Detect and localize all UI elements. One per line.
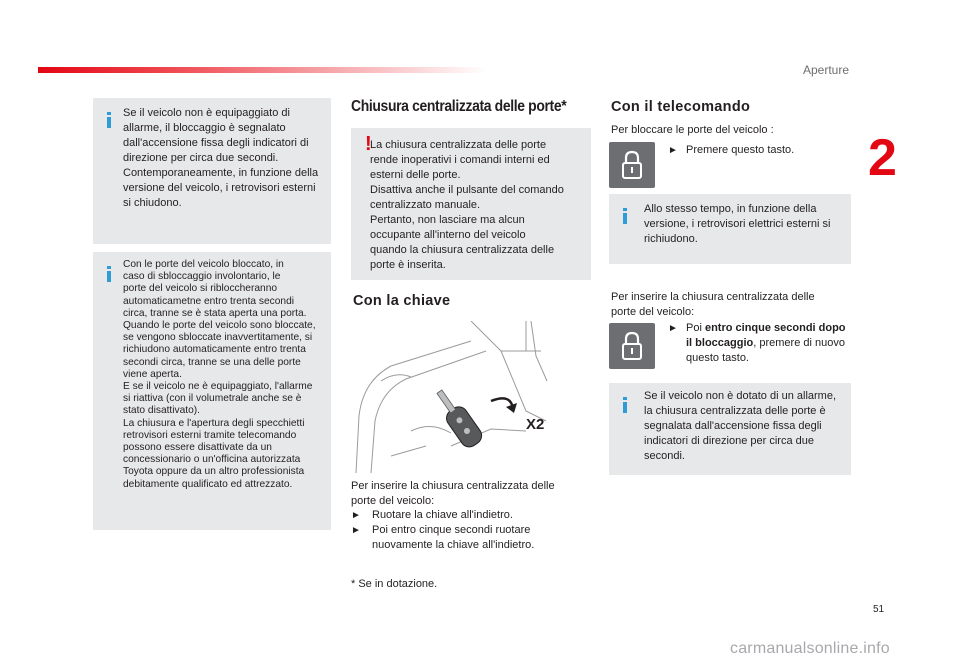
bullet-icon: ► [351, 510, 361, 521]
info-icon [623, 397, 627, 413]
page-number: 51 [873, 604, 885, 615]
remote-step-2: Poi entro cinque secondi dopo il bloccaggio, premere di nuovo questo tasto. [686, 322, 846, 364]
bullet-icon: ► [351, 525, 361, 536]
warning-icon: ! [365, 133, 372, 155]
key-intro: Per inserire la chiusura centralizzata delle porte del veicolo: [351, 480, 555, 507]
key-door-illustration [351, 321, 551, 473]
key-step-1: Ruotare la chiave all'indietro. [372, 509, 513, 521]
x2-label: X2 [526, 416, 545, 433]
info-text: Allo stesso tempo, in funzione della versione, i retrovisori elettrici esterni si richiudono. [644, 203, 831, 245]
info-text: Se il veicolo non è dotato di un allarme, la chiusura centralizzata delle porte è segnalata dall'accensione fissa degli indicatori di direzione per circa due secondi. [644, 390, 837, 462]
chapter-number: 2 [868, 129, 897, 187]
key-step-2: Poi entro cinque secondi ruotare nuovamente la chiave all'indietro. [372, 524, 535, 551]
info-box-no-alarm [609, 383, 851, 475]
heading-central-locking: Chiusura centralizzata delle porte* [351, 98, 567, 115]
bullet-icon: ► [668, 323, 678, 334]
remote-intro: Per bloccare le porte del veicolo : [611, 124, 774, 136]
header-accent-bar [38, 67, 488, 73]
watermark: carmanualsonline.info [730, 640, 890, 657]
info-icon [107, 266, 111, 282]
remote-intro-2: Per inserire la chiusura centralizzata delle porte del veicolo: [611, 291, 815, 318]
lock-button-icon [609, 142, 655, 188]
info-box-alarm-signal [93, 98, 331, 244]
info-box-mirrors [609, 194, 851, 264]
warning-box [351, 128, 591, 280]
section-title: Aperture [803, 63, 850, 77]
info-text: Se il veicolo non è equipaggiato di allarme, il bloccaggio è segnalato dall'accensione fissa degli indicatori di direzione per circa due secondi. Contemporaneamente, in funzione della versione del veicolo, i retrovisori esterni si chiudono. [123, 107, 319, 209]
lock-button-icon [609, 323, 655, 369]
bullet-icon: ► [668, 145, 678, 156]
remote-step-1: Premere questo tasto. [686, 144, 795, 156]
info-text: Con le porte del veicolo bloccato, in caso di sbloccaggio involontario, le porte del veicolo si ribloccheranno automaticametne entro trenta secondi circa, tranne se è stata aperta una porta. Quando le porte del veicolo sono bloccate, se vengono sbloccate inavvertitamente, si richiudono automaticamente entro trenta secondi circa, tranne se una delle porte viene aperta. E se il veicolo ne è equipaggiato, l'allarme si riattiva (con il volumetrale anche se è stato disattivato). La chiusura e l'apertura degli specchietti retrovisori esterni tramite telecomando possono essere disattivate da un concessionario o un'officina autorizzata Toyota oppure da un altro professionista debitamente qualificato ed attrezzato. [123, 259, 316, 490]
info-box-relock [93, 252, 331, 530]
info-icon [107, 112, 111, 128]
footnote: * Se in dotazione. [351, 578, 438, 590]
subheading-key: Con la chiave [353, 293, 451, 309]
warning-text: La chiusura centralizzata delle porte rende inoperativi i comandi interni ed esterni delle porte. Disattiva anche il pulsante del comando centralizzato manuale. Pertanto, non lasciare ma alcun occupante all'interno del veicolo quando la chiusura centralizzata delle porte è inserita. [370, 139, 564, 271]
heading-remote: Con il telecomando [611, 99, 751, 115]
info-icon [623, 208, 627, 224]
